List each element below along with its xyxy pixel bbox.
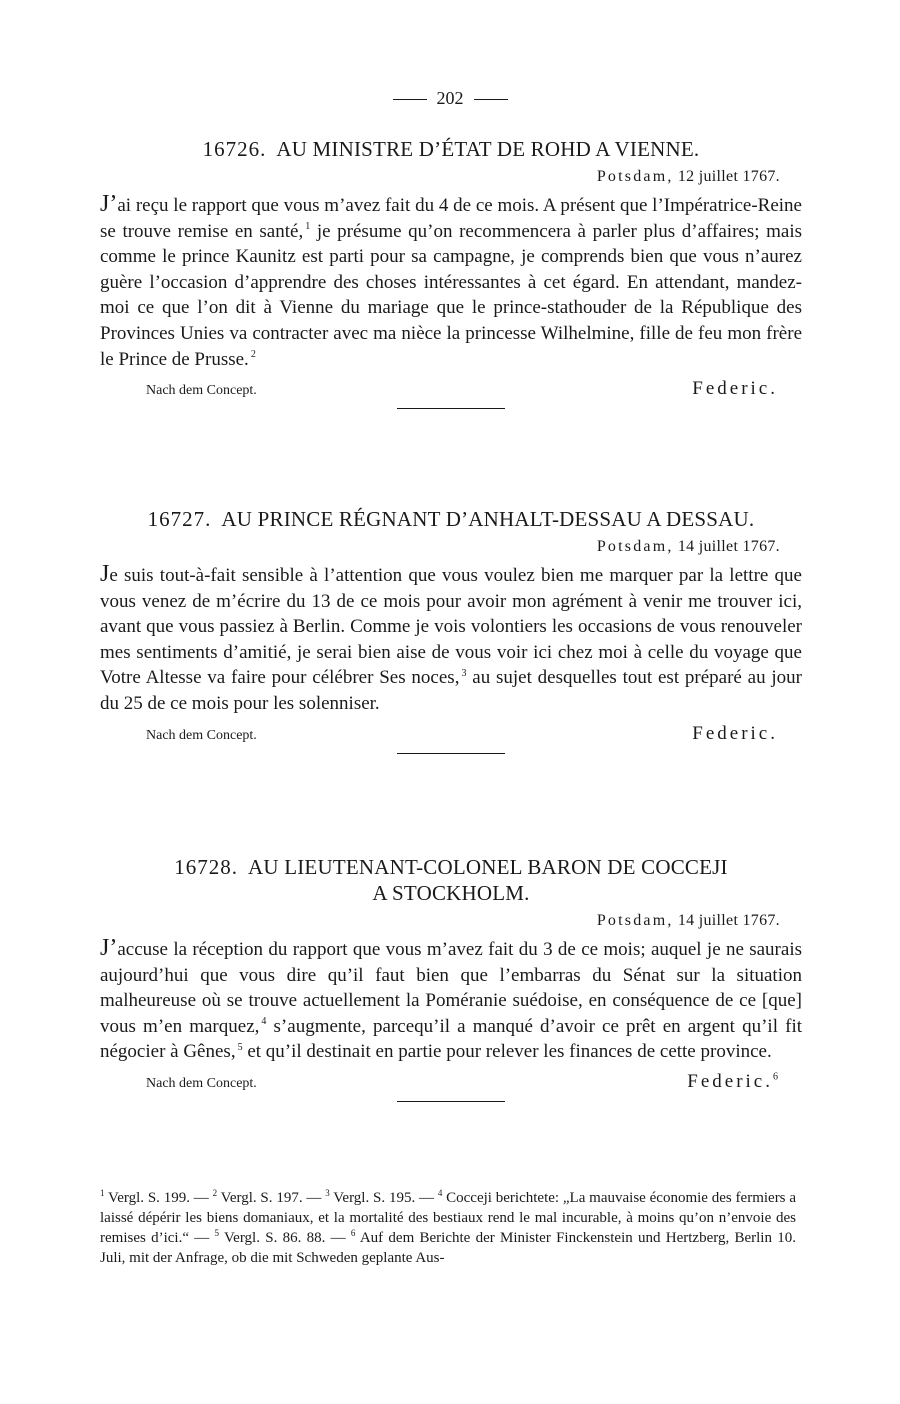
footnote-marker: 5 [237,1042,243,1054]
footnote-number: 6 [350,1228,356,1238]
footnote [215,1230,351,1246]
letter-heading [100,136,802,162]
page-number-dash-right [474,99,508,100]
footnote [100,1190,213,1206]
section-divider [397,408,505,409]
letter-body-text: au sujet desquelles tout est préparé au jour du 25 de ce mois pour les solenniser. [100,667,802,714]
letter-body-text: la réception du rapport que vous m’avez fait du 3 de ce mois; auquel je ne saurais aujourd’hui que vous dire qu’il faut bien que l’embarras du Sénat sur la situation malheureuse où se trouve actuellement la Poméranie suédoise, en conséquence de ce [que] vous m’en marquez, [100,939,802,1037]
footnote-number: 5 [214,1228,220,1238]
footnote-text: Vergl. S. 86. 88. — [219,1230,351,1246]
footnotes [100,1188,796,1268]
source-note: Nach dem Concept. [146,727,257,743]
letter-body-text: reçu le rapport que vous m’avez fait du 4 de ce mois. A présent que l’Impératrice-Reine se trouve remise en santé, [100,195,802,242]
letter-heading [100,854,802,906]
letter-body-text: s’augmente, parcequ’il a manqué d’avoir ce prêt en argent qu’il fit négocier à Gênes, [100,1015,802,1063]
signature-text: Federic. [692,378,778,400]
letter-dateline [100,912,802,930]
letter-title: AU PRINCE RÉGNANT D’ANHALT-DESSAU A DESSAU. [221,507,755,531]
footnote-text: Cocceji berichtete: „La mauvaise économie des fermiers a laissé dépérir les biens domaniaux, et la mortalité des bestiaux rend le mal incurable, à moins qu’on n’envoie des remises d’ici.“ — [100,1190,796,1246]
footnote-number: 3 [325,1188,330,1198]
footnote-text: Auf dem Berichte der Minister Finckenstein und Hertzberg, Berlin 10. Juli, mit der Anfrage, ob die mit Schweden geplante Aus- [100,1230,796,1266]
footnote [325,1190,438,1206]
letter-dateline [100,168,802,186]
footnote-number: 4 [437,1188,443,1198]
letter-number: 16727. [147,507,212,531]
letter-date: 14 juillet 1767. [677,538,780,555]
letter-closing [100,1071,802,1093]
letter-closing [100,723,802,745]
letter-dateline [100,538,802,556]
section-divider [397,1101,505,1102]
letter-place: Potsdam, [596,912,674,929]
letter-body [100,562,802,717]
letter-16728 [100,854,802,1102]
letter-number: 16726. [202,137,267,161]
letter-initial-word: J’ai [100,191,132,217]
letter-body [100,192,802,372]
letter-heading [100,506,802,532]
signature [692,723,802,745]
section-divider [397,753,505,754]
page-number [0,88,900,109]
letter-body-text: et qu’il destinait en partie pour relever les finances de cette province. [242,1041,772,1063]
letter-place: Potsdam, [596,538,674,555]
source-note: Nach dem Concept. [146,383,257,399]
footnote-number: 2 [212,1188,218,1198]
footnote-marker: 4 [261,1016,267,1028]
letter-date: 12 juillet 1767. [677,168,780,185]
letter-title: AU LIEUTENANT-COLONEL BARON DE COCCEJI [248,855,728,879]
footnote-marker: 3 [461,668,467,680]
signature [687,1071,802,1093]
letter-16726 [100,136,802,409]
signature [692,378,802,400]
footnote-number: 1 [100,1188,105,1198]
footnote-text: Vergl. S. 199. — [104,1190,213,1206]
signature-text: Federic. [687,1070,773,1092]
source-note: Nach dem Concept. [146,1075,257,1091]
letter-number: 16728. [174,855,239,879]
footnote-text: Vergl. S. 197. — [217,1190,326,1206]
letter-initial-word: Je [100,561,118,587]
letter-title-line2: A STOCKHOLM. [372,881,530,905]
footnote-marker: 1 [305,221,311,233]
letter-title: AU MINISTRE D’ÉTAT DE ROHD A VIENNE. [276,137,700,161]
footnote-marker: 6 [773,1071,778,1083]
letter-place: Potsdam, [596,168,674,185]
letter-closing [100,378,802,400]
footnote [213,1190,326,1206]
letter-body [100,936,802,1065]
letter-initial-word: J’accuse [100,935,168,961]
letter-date: 14 juillet 1767. [677,912,780,929]
signature-text: Federic. [692,722,778,744]
footnote-marker: 2 [250,349,256,361]
letter-body-text: suis tout-à-fait sensible à l’attention que vous voulez bien me marquer par la lettre que vous venez de m’écrire du 13 de ce mois pour avoir mon agrément à venir me trouver ici, avant que vous passiez à Berlin. Comme je vois volontiers les occasions de vous renouveler mes sentiments d’amitié, je serai bien aise de vous voir ici chez moi à celle du voyage que Votre Altesse va faire pour célébrer Ses noces, [100,565,802,689]
letter-body-text: je présume qu’on recommencera à parler plus d’affaires; mais comme le prince Kaunitz est parti pour sa campagne, je comprends bien que vous n’aurez guère l’occasion d’apprendre des choses intéressantes à cet égard. En attendant, mandez-moi ce que l’on dit à Vienne du mariage que le prince-stathouder de la République des Provinces Unies va contracter avec ma nièce la princesse Wilhelmine, fille de feu mon frère le Prince de Prusse. [100,220,803,370]
page-number-dash-left [393,99,427,100]
page-number-text: 202 [436,88,464,108]
letter-16727 [100,506,802,754]
footnote-text: Vergl. S. 195. — [329,1190,438,1206]
